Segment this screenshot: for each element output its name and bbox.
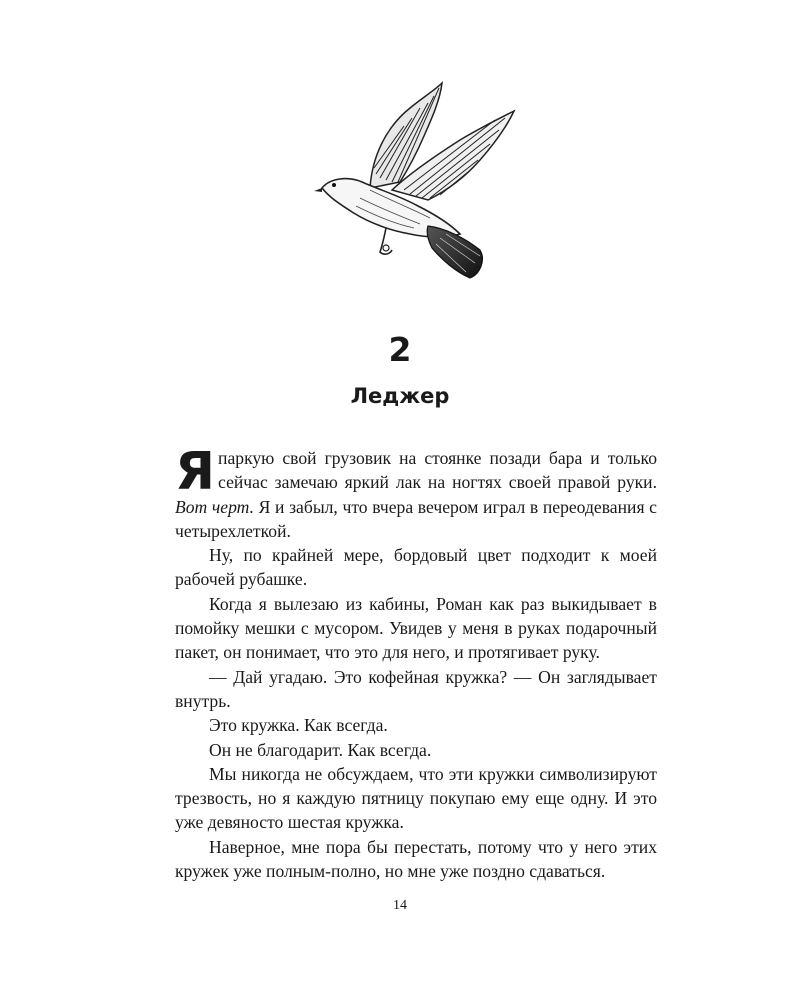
paragraph-8: Наверное, мне пора бы перестать, потому что у него этих кружек уже полным-полно, но мне уже поздно сдаваться. — [175, 836, 657, 882]
chapter-title: Леджер — [350, 384, 450, 408]
body-text — [175, 442, 657, 883]
paragraph-1-text-b: Я и забыл, что вчера вечером играл в переодевания с четырехлеткой. — [175, 496, 657, 541]
paragraph-2: Ну, по крайней мере, бордовый цвет подходит к моей рабочей рубашке. — [175, 545, 657, 590]
paragraph-1 — [175, 442, 657, 543]
paragraph-5: Это кружка. Как всегда. — [209, 715, 388, 736]
paragraph-1-italic: Вот черт. — [175, 496, 254, 517]
paragraph-6: Он не благодарит. Как всегда. — [209, 739, 432, 760]
paragraph-1-text-a: паркую свой грузовик на стоянке позади бара и только сейчас замечаю яркий лак на ногтях своей правой руки. — [218, 448, 657, 493]
paragraph-4: — Дай угадаю. Это кофейная кружка? — Он заглядывает внутрь. — [175, 666, 657, 711]
drop-cap: Я — [175, 442, 216, 502]
dove-icon — [300, 78, 525, 288]
chapter-number: 2 — [388, 330, 412, 369]
page-number: 14 — [393, 898, 407, 913]
paragraph-7: Мы никогда не обсуждаем, что эти кружки символизируют трезвость, но я каждую пятницу покупаю ему еще одну. И это уже девяносто шестая кружка. — [175, 763, 657, 833]
paragraph-3: Когда я вылезаю из кабины, Роман как раз выкидывает в помойку мешки с мусором. Увидев у меня в руках подарочный пакет, он понимает, что это для него, и протягивает руку. — [175, 593, 657, 663]
